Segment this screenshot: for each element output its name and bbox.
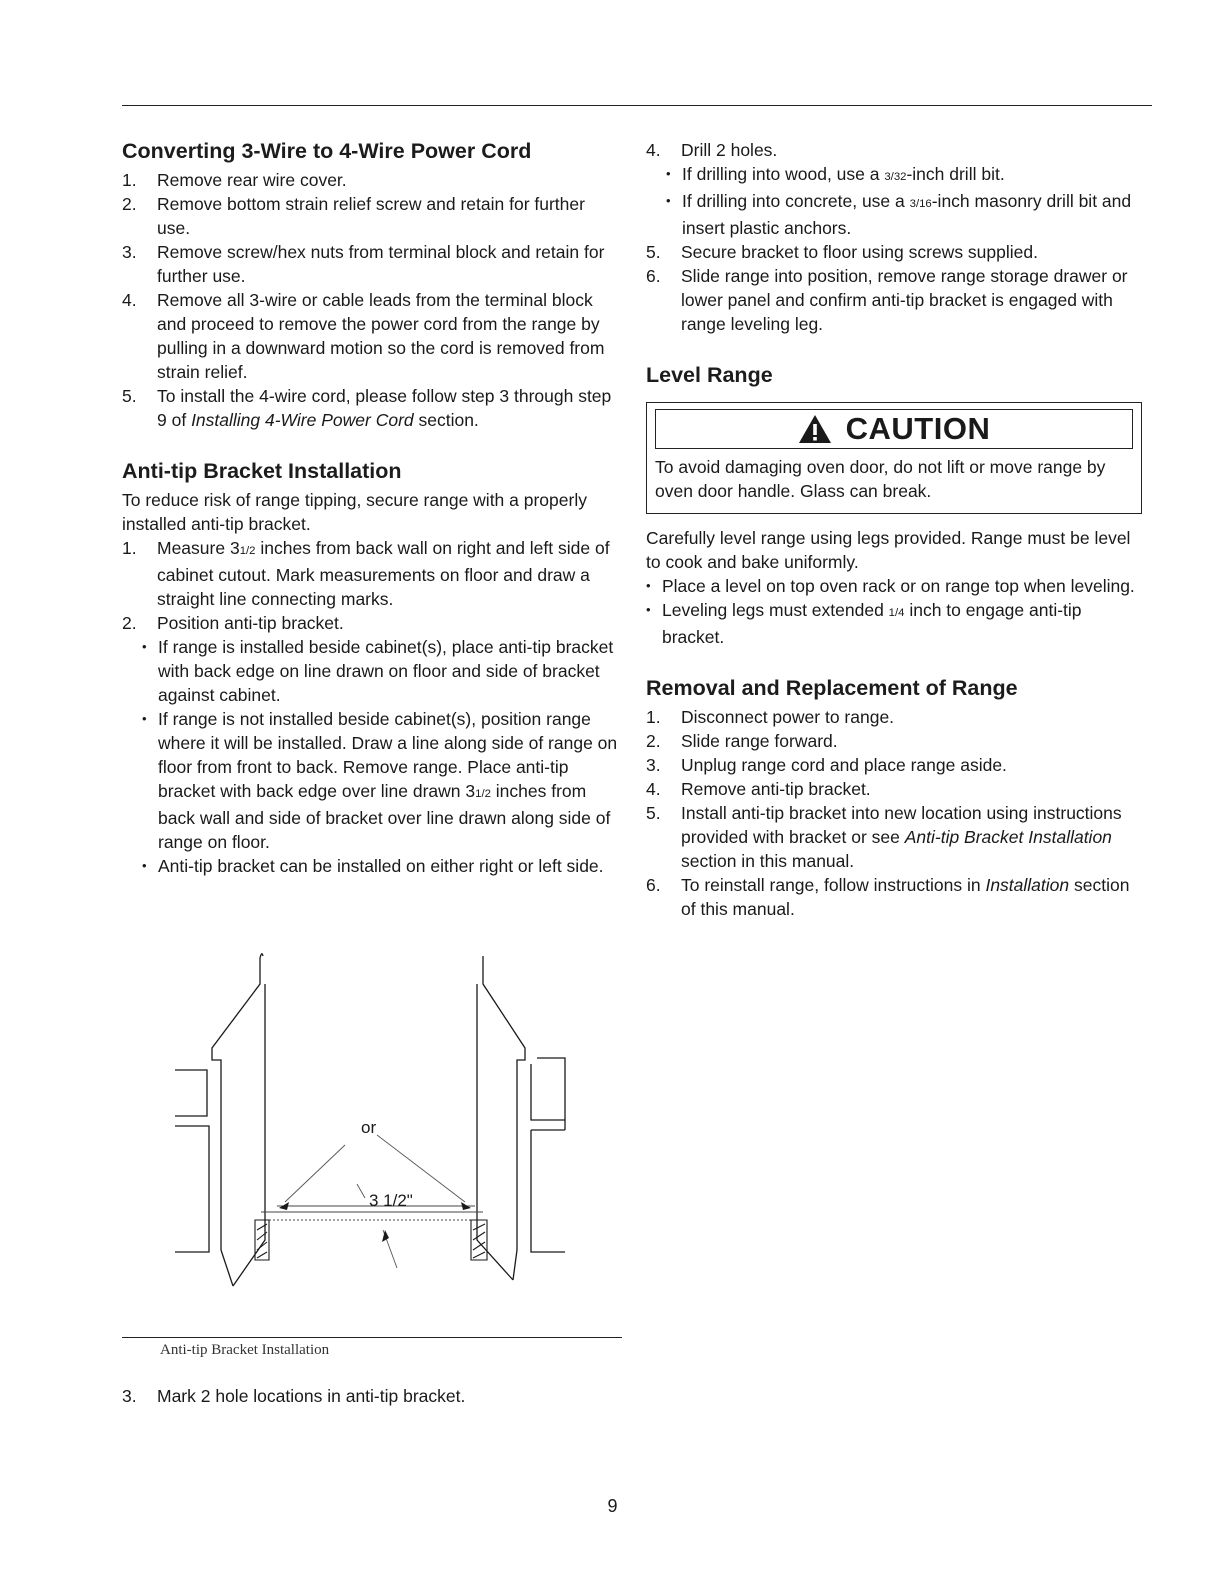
level-range-bullets — [646, 574, 1146, 649]
list-item: • If range is installed beside cabinet(s), place anti-tip bracket with back edge on line drawn on floor and side of bracket against cabinet. — [140, 635, 622, 707]
mark-holes-step — [122, 1384, 622, 1408]
leader-left — [285, 1145, 345, 1202]
caution-title: CAUTION — [845, 411, 991, 446]
page-number: 9 — [607, 1496, 618, 1516]
converting-cord-heading: Converting 3-Wire to 4-Wire Power Cord — [122, 139, 532, 163]
caution-box — [646, 402, 1142, 514]
list-item: 4. Remove all 3-wire or cable leads from the terminal block and proceed to remove the power cord from the range by pulling in a downward motion so the cord is removed from strain relief. — [122, 290, 605, 382]
list-item: 4. Remove anti-tip bracket. — [646, 779, 871, 799]
figure-caption: Anti-tip Bracket Installation — [160, 1342, 330, 1358]
left-cabinet — [175, 1070, 207, 1116]
list-item: 3. Mark 2 hole locations in anti-tip bracket. — [122, 1386, 466, 1406]
list-item: 5. Secure bracket to floor using screws supplied. — [646, 242, 1038, 262]
list-item: 2. Remove bottom strain relief screw and retain for further use. — [122, 194, 585, 238]
list-item: 6. To reinstall range, follow instructions in Installation section of this manual. — [646, 875, 1130, 919]
list-item: 5. Install anti-tip bracket into new location using instructions provided with bracket or see Anti-tip Bracket Installation section in this manual. — [646, 803, 1122, 871]
left-column — [122, 138, 622, 878]
anti-tip-bracket-diagram — [165, 940, 575, 1300]
list-item: 3. Remove screw/hex nuts from terminal block and retain for further use. — [122, 242, 605, 286]
anti-tip-steps — [122, 536, 622, 635]
list-item: • If range is not installed beside cabinet(s), position range where it will be installed. Draw a line along side of range on floor from front to back. Remove range. Place anti-tip bracket with back edge over line drawn 31/2 inches from back wall and side of bracket over line drawn along side of range on floor. — [140, 707, 622, 854]
warning-triangle-icon — [798, 414, 832, 444]
list-item: 1. Disconnect power to range. — [646, 707, 895, 727]
drill-steps — [646, 138, 1146, 162]
dimension-label: 3 1/2" — [369, 1191, 413, 1210]
list-item: 6. Slide range into position, remove range storage drawer or lower panel and confirm anti-tip bracket is engaged with range leveling leg. — [646, 266, 1128, 334]
list-item: 2. Position anti-tip bracket. — [122, 613, 344, 633]
drill-bullets — [646, 162, 1146, 240]
list-item: • Place a level on top oven rack or on range top when leveling. — [646, 574, 1146, 598]
removal-heading: Removal and Replacement of Range — [646, 676, 1018, 700]
converting-cord-steps — [122, 168, 622, 432]
list-item: • Leveling legs must extended 1/4 inch to engage anti-tip bracket. — [646, 598, 1146, 649]
right-column — [646, 138, 1146, 921]
list-item: 4. Drill 2 holes. — [646, 140, 778, 160]
caution-header — [655, 409, 1133, 449]
anti-tip-intro: To reduce risk of range tipping, secure range with a properly installed anti-tip bracket. — [122, 490, 587, 534]
caution-text: To avoid damaging oven door, do not lift or move range by oven door handle. Glass can break. — [655, 457, 1106, 501]
left-range-side — [212, 958, 260, 1250]
list-item: • If drilling into concrete, use a 3/16-inch masonry drill bit and insert plastic anchors. — [664, 189, 1146, 240]
list-item: 2. Slide range forward. — [646, 731, 838, 751]
right-range-side — [483, 956, 525, 1250]
right-cabinet — [537, 1058, 565, 1130]
list-item: 3. Unplug range cord and place range aside. — [646, 755, 1007, 775]
list-item: 5. To install the 4-wire cord, please follow step 3 through step 9 of Installing 4-Wire Power Cord section. — [122, 386, 612, 430]
or-label: or — [361, 1118, 377, 1137]
level-range-body: Carefully level range using legs provided. Range must be level to cook and bake uniformly. — [646, 528, 1131, 572]
list-item: 1. Remove rear wire cover. — [122, 170, 347, 190]
top-rule — [122, 105, 1152, 106]
list-item: 1. Measure 31/2 inches from back wall on right and left side of cabinet cutout. Mark measurements on floor and draw a straight line connecting marks. — [122, 538, 610, 609]
anti-tip-heading: Anti-tip Bracket Installation — [122, 459, 402, 483]
list-item: • If drilling into wood, use a 3/32-inch drill bit. — [664, 162, 1146, 189]
caption-rule — [122, 1337, 622, 1338]
list-item: • Anti-tip bracket can be installed on either right or left side. — [140, 854, 622, 878]
position-bracket-bullets — [122, 635, 622, 878]
removal-steps — [646, 705, 1146, 921]
level-range-heading: Level Range — [646, 363, 773, 387]
